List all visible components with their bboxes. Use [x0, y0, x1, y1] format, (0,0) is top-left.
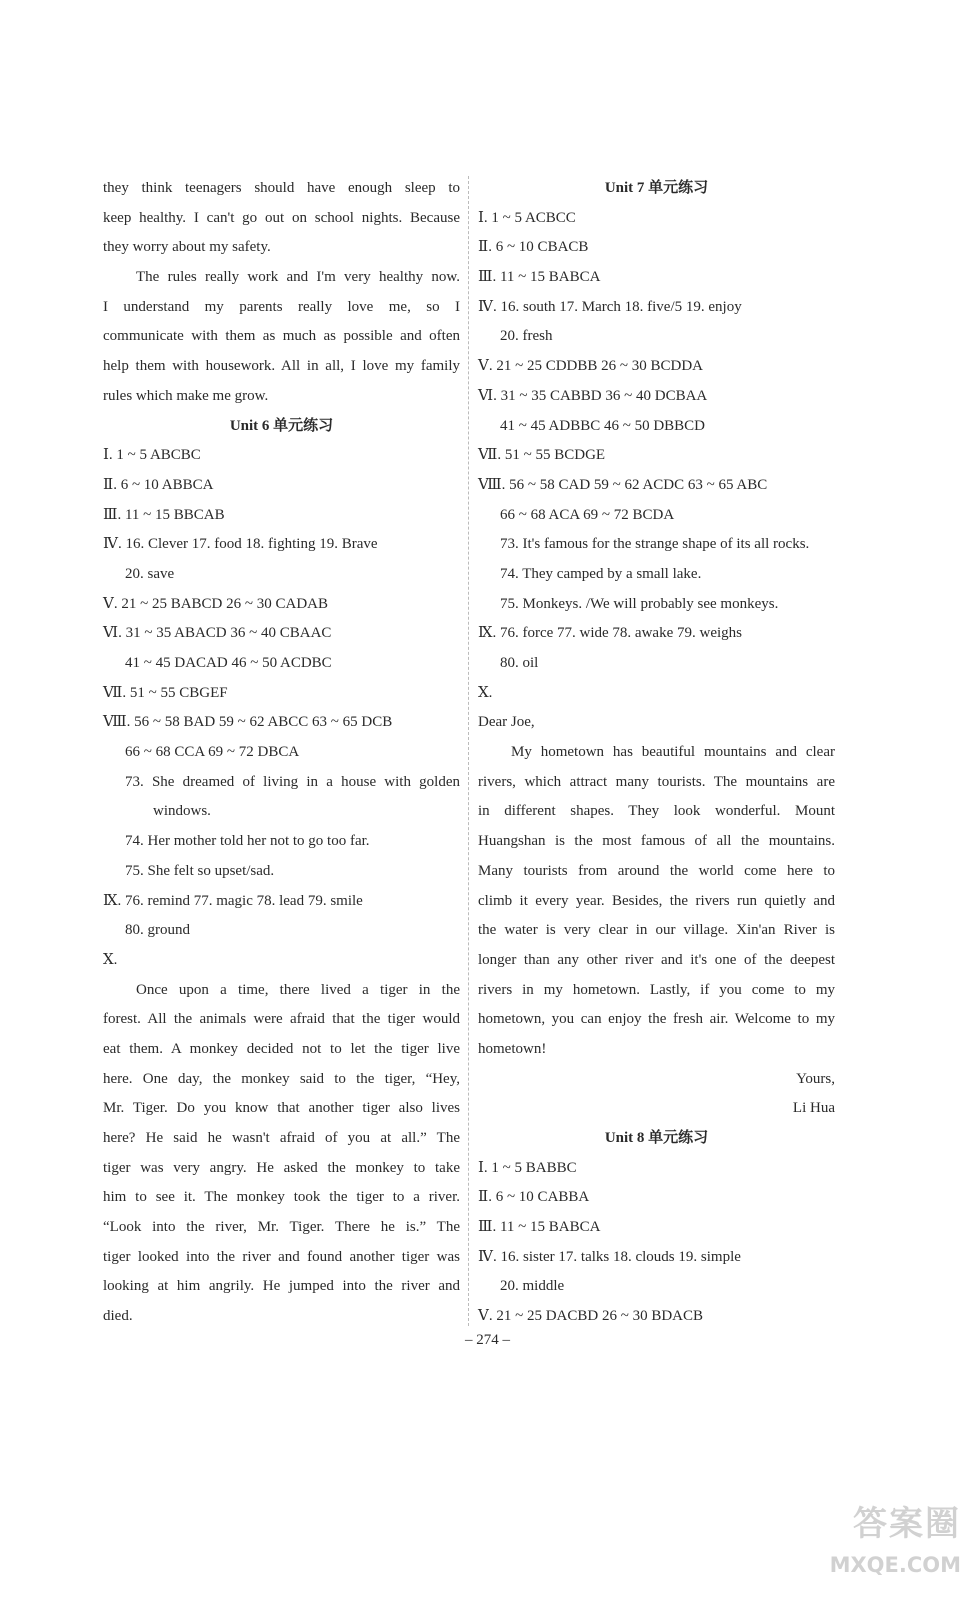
text-line: Once upon a time, there lived a tiger in the [136, 981, 460, 998]
text-line: him to see it. The monkey took the tiger to a river. [103, 1189, 460, 1206]
text-line: Ⅱ. 6 ~ 10 CBACB [478, 239, 589, 256]
text-line: help them with housework. All in all, I love my family [103, 358, 460, 375]
text-line: Ⅰ. 1 ~ 5 ACBCC [478, 209, 576, 226]
text-line: 66 ~ 68 ACA 69 ~ 72 BCDA [500, 506, 675, 523]
text-line: Ⅲ. 11 ~ 15 BABCA [478, 1219, 601, 1236]
text-line: Ⅲ. 11 ~ 15 BABCA [478, 269, 601, 286]
text-line: 75. She felt so upset/sad. [125, 862, 275, 879]
text-line: rivers, which attract many tourists. The mountains are [478, 773, 835, 790]
text-line: rules which make me grow. [103, 387, 269, 404]
text-line: Yours, [796, 1070, 835, 1087]
section-heading: Unit 8 单元练习 [604, 1130, 709, 1146]
text-line: forest. All the animals were afraid that the tiger would [103, 1011, 460, 1028]
text-line: keep healthy. I can't go out on school nights. Because [103, 209, 460, 226]
right-column [478, 174, 835, 1332]
column-divider [468, 176, 470, 1326]
page-number: – 274 – [465, 1332, 510, 1348]
watermark-mark: 答案圈 [853, 1504, 961, 1544]
section-heading: Unit 6 单元练习 [229, 417, 334, 434]
text-line: Ⅷ. 56 ~ 58 CAD 59 ~ 62 ACDC 63 ~ 65 ABC [478, 476, 768, 493]
text-line: Ⅱ. 6 ~ 10 ABBCA [103, 476, 214, 493]
text-line: Ⅶ. 51 ~ 55 BCDGE [478, 447, 606, 464]
text-line: here? He said he wasn't afraid of you at all.” The [103, 1130, 460, 1146]
text-line: Ⅱ. 6 ~ 10 CABBA [478, 1189, 590, 1206]
text-line: Ⅴ. 21 ~ 25 CDDBB 26 ~ 30 BCDDA [478, 358, 703, 375]
text-line: 73. She dreamed of living in a house with golden [125, 773, 460, 790]
text-line: Ⅰ. 1 ~ 5 BABBC [478, 1159, 577, 1176]
text-line: Ⅹ. [478, 684, 493, 701]
text-line: tiger looked into the river and found another tiger was [103, 1248, 460, 1265]
text-line: died. [103, 1308, 133, 1325]
text-line: Ⅰ. 1 ~ 5 ABCBC [103, 447, 201, 464]
text-line: Many tourists from around the world come here to [478, 862, 835, 879]
text-line: Ⅳ. 16. sister 17. talks 18. clouds 19. simple [478, 1248, 741, 1265]
text-line: 80. oil [500, 655, 539, 671]
text-line: Ⅴ. 21 ~ 25 DACBD 26 ~ 30 BDACB [478, 1308, 703, 1325]
text-line: here. One day, the monkey said to the tiger, “Hey, [103, 1070, 460, 1087]
text-line: 73. It's famous for the strange shape of its all rocks. [500, 536, 810, 553]
text-line: 74. Her mother told her not to go too far. [125, 833, 370, 850]
text-line: Mr. Tiger. Do you know that another tiger also lives [103, 1100, 460, 1117]
text-line: hometown! [478, 1040, 547, 1057]
text-line: Ⅳ. 16. south 17. March 18. five/5 19. enjoy [478, 298, 742, 315]
left-column [103, 174, 460, 1332]
text-line: longer than any other river and it's one of the deepest [478, 951, 835, 968]
text-line: rivers in my hometown. Lastly, if you come to my [478, 981, 835, 998]
text-line: Li Hua [792, 1100, 835, 1117]
text-line: Huangshan is the most famous of all the mountains. [478, 833, 835, 850]
text-line: Ⅲ. 11 ~ 15 BBCAB [103, 506, 225, 523]
text-line: 41 ~ 45 ADBBC 46 ~ 50 DBBCD [500, 417, 706, 434]
text-line: 75. Monkeys. /We will probably see monkeys. [500, 595, 779, 612]
text-line: Ⅳ. 16. Clever 17. food 18. fighting 19. Brave [103, 536, 378, 553]
text-line: 80. ground [125, 922, 190, 939]
text-line: Ⅵ. 31 ~ 35 ABACD 36 ~ 40 CBAAC [103, 625, 332, 642]
text-line: they think teenagers should have enough sleep to [103, 180, 460, 196]
text-line: climb it every year. Besides, the rivers run quietly and [478, 892, 835, 909]
text-line: Ⅸ. 76. force 77. wide 78. awake 79. weighs [478, 625, 742, 642]
text-line: Ⅴ. 21 ~ 25 BABCD 26 ~ 30 CADAB [103, 595, 328, 612]
text-line: looking at him angrily. He jumped into the river and [103, 1278, 460, 1295]
watermark-logo [786, 1498, 961, 1590]
text-line: Dear Joe, [478, 714, 535, 731]
text-line: in different shapes. They look wonderful. Mount [478, 803, 835, 820]
text-line: Ⅸ. 76. remind 77. magic 78. lead 79. smile [103, 892, 363, 909]
text-line: Ⅵ. 31 ~ 35 CABBD 36 ~ 40 DCBAA [478, 387, 708, 404]
text-line: My hometown has beautiful mountains and clear [511, 744, 835, 761]
text-line: 41 ~ 45 DACAD 46 ~ 50 ACDBC [125, 655, 332, 671]
text-line: 66 ~ 68 CCA 69 ~ 72 DBCA [125, 744, 300, 761]
text-line: they worry about my safety. [103, 239, 271, 256]
text-line: Ⅶ. 51 ~ 55 CBGEF [103, 684, 228, 701]
text-line: “Look into the river, Mr. Tiger. There he is.” The [103, 1219, 460, 1236]
text-line: I understand my parents really love me, so I [103, 298, 460, 315]
text-line: hometown, you can enjoy the fresh air. Welcome to my [478, 1011, 835, 1028]
text-line: 20. save [125, 565, 175, 582]
text-line: windows. [153, 803, 211, 820]
text-line: communicate with them as much as possible and often [103, 328, 460, 345]
text-line: Ⅷ. 56 ~ 58 BAD 59 ~ 62 ABCC 63 ~ 65 DCB [103, 714, 393, 731]
text-line: eat them. A monkey decided not to let the tiger live [103, 1040, 460, 1057]
section-heading: Unit 7 单元练习 [604, 180, 709, 196]
text-line: tiger was very angry. He asked the monkey to take [103, 1159, 460, 1176]
text-line: the water is very clear in our village. Xin'an River is [478, 922, 835, 939]
text-line: 74. They camped by a small lake. [500, 565, 702, 582]
watermark-site: MXQE.COM [829, 1553, 961, 1577]
text-line: 20. fresh [500, 328, 553, 345]
text-line: 20. middle [500, 1278, 565, 1295]
text-line: The rules really work and I'm very healthy now. [136, 269, 460, 286]
text-line: Ⅹ. [103, 951, 118, 968]
